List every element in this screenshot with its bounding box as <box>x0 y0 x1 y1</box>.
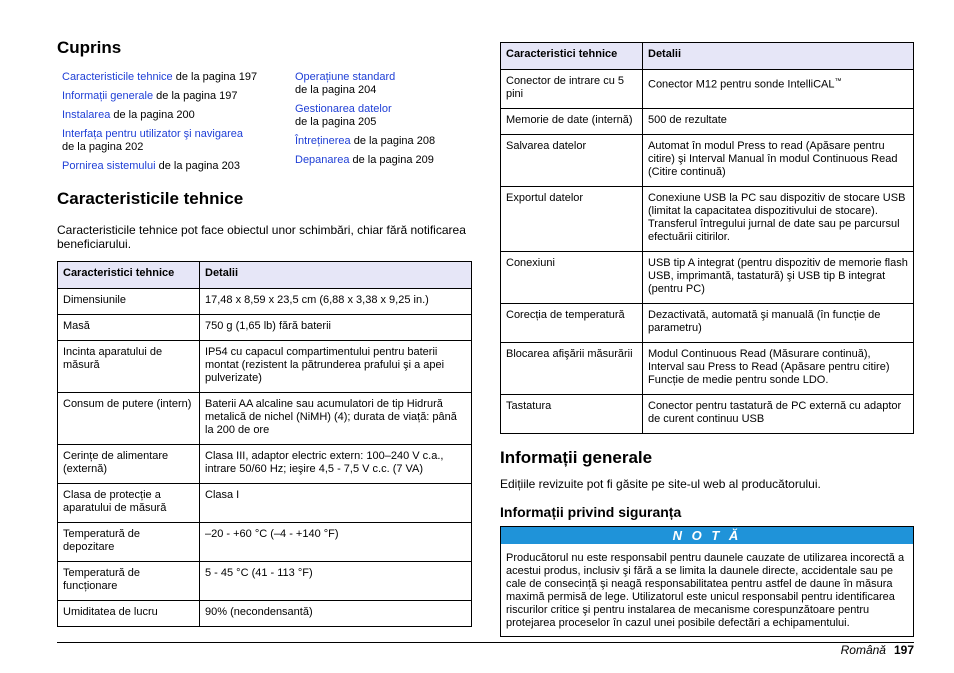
table-row <box>58 315 472 341</box>
note-header: N O T Ă <box>501 527 913 544</box>
toc-entry <box>295 103 475 129</box>
spec-value: Baterii AA alcaline sau acumulatori de tip Hidrură metalică de nichel (NiMH) (4); durata de viață: până la 200 de ore <box>200 393 472 445</box>
spec-name: Tastatura <box>501 395 643 434</box>
spec-value: Modul Continuous Read (Măsurare continuă), Interval sau Press to Read (Apăsare pentru citire) Funcție de medie pentru sonde LDO. <box>643 343 914 395</box>
toc-link[interactable]: Pornirea sistemului <box>62 160 156 172</box>
toc-entry <box>62 160 282 173</box>
spec-name: Corecția de temperatură <box>501 304 643 343</box>
table-row <box>501 70 914 109</box>
table-row <box>501 187 914 252</box>
right-column <box>500 42 914 637</box>
spec-value: USB tip A integrat (pentru dispozitiv de memorie flash USB, imprimantă, tastatură) şi USB tip B integrat (pentru PC) <box>643 252 914 304</box>
toc-entry <box>295 71 475 97</box>
toc-page-ref: de la pagina 197 <box>172 71 258 83</box>
table-row <box>58 601 472 627</box>
toc-title: Cuprins <box>57 38 122 57</box>
toc-entry <box>295 135 475 148</box>
spec-name: Memorie de date (internă) <box>501 109 643 135</box>
spec-name: Clasa de protecție a aparatului de măsură <box>58 484 200 523</box>
toc-page-ref: de la pagina 205 <box>295 116 377 128</box>
general-info-text: Edițiile revizuite pot fi găsite pe site-ul web al producătorului. <box>500 477 821 491</box>
specs-table-continued <box>500 42 914 434</box>
spec-name: Incinta aparatului de măsură <box>58 341 200 393</box>
spec-name: Dimensiunile <box>58 289 200 315</box>
toc-link[interactable]: Caracteristicile tehnice <box>62 71 173 83</box>
note-box <box>500 526 914 637</box>
spec-name: Conexiuni <box>501 252 643 304</box>
footer-divider <box>57 642 914 643</box>
table-row <box>58 523 472 562</box>
spec-value: 5 - 45 °C (41 - 113 °F) <box>200 562 472 601</box>
toc-link[interactable]: Depanarea <box>295 154 350 166</box>
spec-value: 500 de rezultate <box>643 109 914 135</box>
toc-link[interactable]: Instalarea <box>62 109 111 121</box>
safety-title: Informații privind siguranța <box>500 504 682 520</box>
table-row <box>501 135 914 187</box>
table-row <box>58 393 472 445</box>
spec-value: 750 g (1,65 lb) fără baterii <box>200 315 472 341</box>
toc-link[interactable]: Interfața pentru utilizator şi navigarea <box>62 128 243 140</box>
toc-page-ref: de la pagina 200 <box>110 109 195 121</box>
table-row <box>58 341 472 393</box>
specs-intro: Caracteristicile tehnice pot face obiectul unor schimbări, chiar fără notificarea beneficiarului. <box>57 223 466 251</box>
toc-page-ref: de la pagina 204 <box>295 84 377 96</box>
column-header: Caracteristici tehnice <box>58 262 200 289</box>
toc-link[interactable]: Întreținerea <box>295 135 351 147</box>
footer-language: Română <box>840 643 886 657</box>
spec-name: Temperatură de depozitare <box>58 523 200 562</box>
table-row <box>501 304 914 343</box>
spec-value: Conexiune USB la PC sau dispozitiv de stocare USB (limitat la capacitatea dispozitivului de stocare). Transferul întregului jurnal de date sau pe parcursul efectuării citirilor. <box>643 187 914 252</box>
column-header: Detalii <box>643 43 914 70</box>
page-number: 197 <box>893 643 914 657</box>
left-column <box>57 38 472 627</box>
toc-link[interactable]: Informații generale <box>62 90 154 102</box>
table-row <box>58 445 472 484</box>
column-header: Caracteristici tehnice <box>501 43 643 70</box>
general-info-title: Informații generale <box>500 448 653 467</box>
specs-table <box>57 261 472 627</box>
spec-name: Cerințe de alimentare (externă) <box>58 445 200 484</box>
spec-name: Conector de intrare cu 5 pini <box>501 70 643 109</box>
table-header-row <box>501 43 914 70</box>
spec-value: Dezactivată, automată şi manuală (în funcție de parametru) <box>643 304 914 343</box>
table-of-contents <box>57 71 472 181</box>
spec-name: Umiditatea de lucru <box>58 601 200 627</box>
spec-value: –20 - +60 °C (–4 - +140 °F) <box>200 523 472 562</box>
table-row <box>501 395 914 434</box>
spec-name: Salvarea datelor <box>501 135 643 187</box>
toc-entry <box>62 128 282 154</box>
page-footer <box>841 643 914 657</box>
spec-value-text: Conector M12 pentru sonde IntelliCAL <box>648 78 835 91</box>
note-text: Producătorul nu este responsabil pentru daunele cauzate de utilizarea incorectă a acestui produs, inclusiv şi fără a se limita la daunele directe, accidentale sau pe cale de consecință şi neagă responsabilitatea pentru astfel de daune în măsura maximă permisă de lege. Utilizatorul este unicul responsabil pentru identificarea riscurilor critice şi pentru instalarea de mecanisme corespunzătoare pentru protejarea proceselor în cazul unei posibile defectări a echipamentului. <box>506 552 905 629</box>
spec-value <box>643 70 914 109</box>
toc-entry <box>62 90 282 103</box>
spec-value: Clasa I <box>200 484 472 523</box>
spec-value: Conector pentru tastatură de PC externă cu adaptor de curent continuu USB <box>643 395 914 434</box>
spec-name: Masă <box>58 315 200 341</box>
spec-value: IP54 cu capacul compartimentului pentru baterii montat (rezistent la pătrunderea prafului şi a apei pulverizate) <box>200 341 472 393</box>
spec-value: 90% (necondensantă) <box>200 601 472 627</box>
toc-link[interactable]: Gestionarea datelor <box>295 103 392 115</box>
toc-page-ref: de la pagina 209 <box>349 154 434 166</box>
toc-column-2 <box>295 71 475 173</box>
toc-entry <box>62 71 282 84</box>
toc-page-ref: de la pagina 203 <box>155 160 240 172</box>
toc-entry <box>62 109 282 122</box>
spec-name: Blocarea afişării măsurării <box>501 343 643 395</box>
table-row <box>501 252 914 304</box>
table-row <box>501 343 914 395</box>
toc-page-ref: de la pagina 202 <box>62 141 144 153</box>
spec-value: 17,48 x 8,59 x 23,5 cm (6,88 x 3,38 x 9,25 in.) <box>200 289 472 315</box>
toc-page-ref: de la pagina 208 <box>350 135 436 147</box>
table-row <box>58 484 472 523</box>
specs-title: Caracteristicile tehnice <box>57 189 244 208</box>
toc-entry <box>295 154 475 167</box>
toc-link[interactable]: Operațiune standard <box>295 71 396 83</box>
spec-name: Temperatură de funcționare <box>58 562 200 601</box>
spec-value: Automat în modul Press to read (Apăsare pentru citire) şi Interval Manual în modul Continuous Read (Citire continuă) <box>643 135 914 187</box>
table-header-row <box>58 262 472 289</box>
toc-column-1 <box>62 71 282 179</box>
spec-name: Consum de putere (intern) <box>58 393 200 445</box>
table-row <box>58 562 472 601</box>
table-row <box>58 289 472 315</box>
spec-value: Clasa III, adaptor electric extern: 100–240 V c.a., intrare 50/60 Hz; ieşire 4,5 - 7,5 V c.c. (7 VA) <box>200 445 472 484</box>
spec-name: Exportul datelor <box>501 187 643 252</box>
column-header: Detalii <box>200 262 472 289</box>
trademark-mark: ™ <box>834 78 842 85</box>
toc-page-ref: de la pagina 197 <box>153 90 238 102</box>
table-row <box>501 109 914 135</box>
